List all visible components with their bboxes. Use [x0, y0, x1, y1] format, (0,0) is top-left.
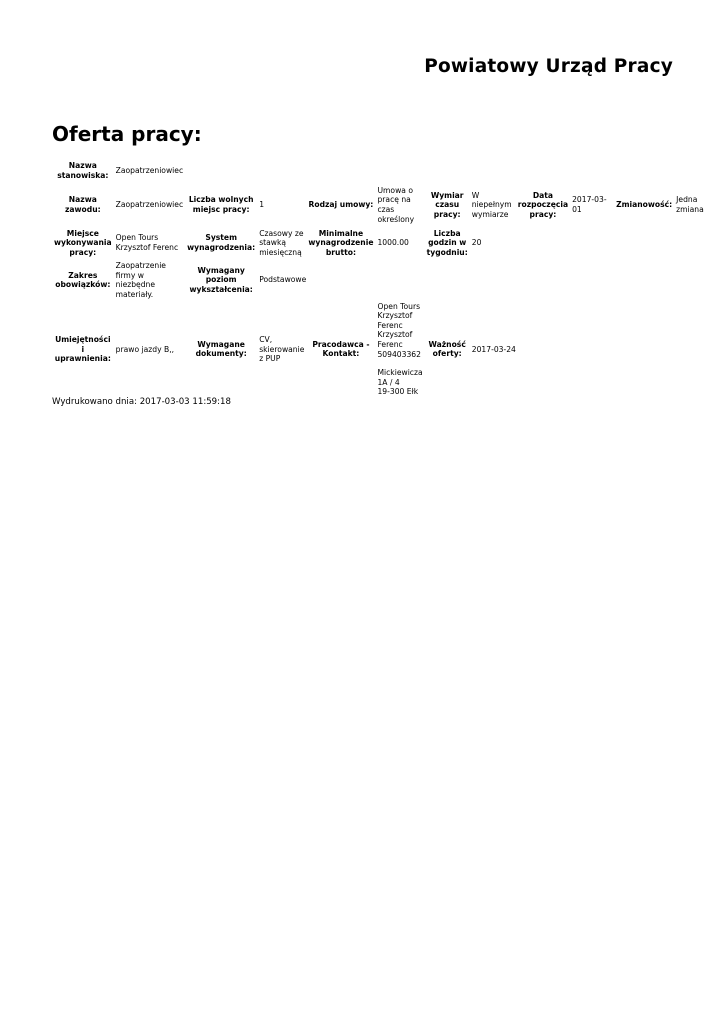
profession-label: Nazwa zawodu:: [65, 195, 101, 214]
shift-value: Jedna zmiana: [676, 195, 704, 214]
page-title: Oferta pracy:: [52, 122, 202, 146]
documents-value: CV, skierowanie z PUP: [259, 334, 305, 364]
pay-system-value: Czasowy ze stawką miesięczną: [259, 228, 304, 257]
shift-label: Zmianowość:: [616, 200, 673, 210]
offer-table: [52, 158, 706, 398]
contract-type-value: Umowa o pracę na czas określony: [377, 185, 415, 224]
validity-label: Ważność oferty:: [428, 339, 466, 359]
start-date-label: Data rozpoczęcia pracy:: [517, 190, 569, 219]
workplace-label: Miejsce wykonywania pracy:: [54, 228, 112, 257]
table-row: [52, 260, 706, 300]
start-date-value: 2017-03-01: [572, 195, 607, 214]
skills-value: prawo jazdy B,,: [115, 344, 175, 354]
weekly-hours-value: 20: [471, 238, 482, 248]
education-value: Podstawowe: [259, 275, 307, 285]
pay-system-label: System wynagrodzenia:: [187, 233, 256, 252]
working-time-label: Wymiar czasu pracy:: [430, 190, 464, 219]
min-salary-label: Minimalne wynagrodzenie brutto:: [308, 228, 374, 257]
education-label: Wymagany poziom wykształcenia:: [189, 265, 253, 294]
profession-value: Zaopatrzeniowiec: [115, 200, 184, 210]
min-salary-value: 1000.00: [377, 238, 409, 248]
vacancies-label: Liczba wolnych miejsc pracy:: [188, 195, 254, 214]
employer-name: Open Tours Krzysztof Ferenc Krzysztof Ferenc 509403362: [377, 301, 421, 359]
table-row: [52, 158, 706, 184]
printed-date: Wydrukowano dnia: 2017-03-03 11:59:18: [52, 397, 231, 407]
duties-label: Zakres obowiązków:: [55, 270, 111, 290]
job-title-value: Zaopatrzeniowiec: [115, 166, 184, 176]
vacancies-value: 1: [259, 200, 265, 210]
duties-value: Zaopatrzenie firmy w niezbędne materiały.: [115, 261, 166, 299]
office-name: Powiatowy Urząd Pracy: [424, 56, 673, 77]
table-row: [52, 184, 706, 226]
weekly-hours-label: Liczba godzin w tygodniu:: [426, 228, 468, 257]
table-row: [52, 300, 706, 398]
employer-street: Mickiewicza 1A / 4: [377, 368, 423, 387]
table-row: [52, 226, 706, 260]
employer-city: 19-300 Ełk: [377, 387, 419, 397]
skills-label: Umiejętności i uprawnienia:: [54, 334, 111, 364]
documents-label: Wymagane dokumenty:: [195, 339, 247, 359]
contract-type-label: Rodzaj umowy:: [308, 200, 374, 210]
employer-contact-value: [375, 300, 424, 398]
working-time-value: W niepełnym wymiarze: [471, 190, 512, 219]
job-title-label: Nazwa stanowiska:: [57, 161, 109, 180]
employer-contact-label: Pracodawca - Kontakt:: [312, 339, 370, 359]
workplace-value: Open Tours Krzysztof Ferenc: [115, 233, 179, 252]
validity-value: 2017-03-24: [471, 344, 516, 354]
